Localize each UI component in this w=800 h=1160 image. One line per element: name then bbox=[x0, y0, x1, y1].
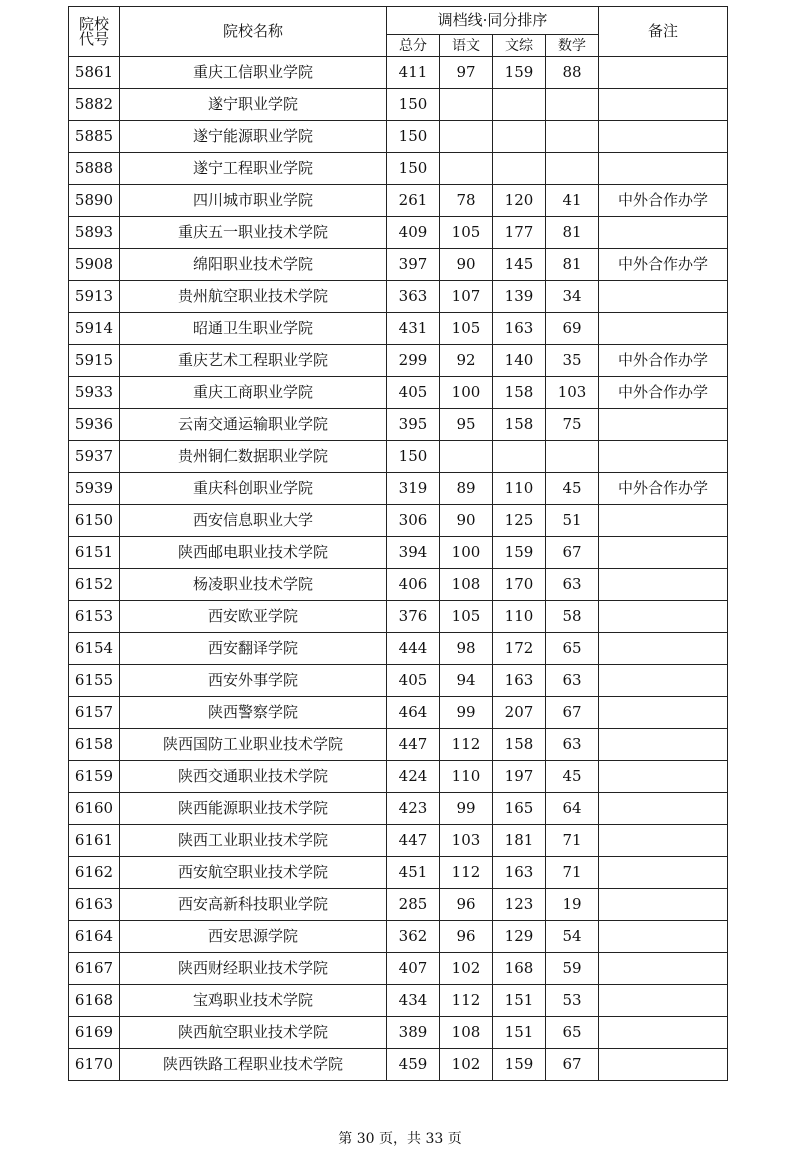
school-code-cell: 6153 bbox=[69, 601, 120, 633]
school-name-cell: 陕西能源职业技术学院 bbox=[120, 793, 387, 825]
header-total: 总分 bbox=[387, 35, 440, 57]
remark-cell bbox=[599, 409, 728, 441]
total-score-cell: 150 bbox=[387, 153, 440, 185]
liberal-arts-score-cell: 163 bbox=[493, 665, 546, 697]
chinese-score-cell: 90 bbox=[440, 249, 493, 281]
total-score-cell: 464 bbox=[387, 697, 440, 729]
school-name-cell: 四川城市职业学院 bbox=[120, 185, 387, 217]
math-score-cell: 34 bbox=[546, 281, 599, 313]
total-score-cell: 451 bbox=[387, 857, 440, 889]
table-row bbox=[69, 217, 728, 249]
table-row bbox=[69, 537, 728, 569]
table-row bbox=[69, 1017, 728, 1049]
table-row bbox=[69, 345, 728, 377]
header-score-group: 调档线·同分排序 bbox=[387, 7, 599, 35]
chinese-score-cell: 112 bbox=[440, 985, 493, 1017]
table-row bbox=[69, 953, 728, 985]
table-row bbox=[69, 633, 728, 665]
header-liberal-arts: 文综 bbox=[493, 35, 546, 57]
remark-cell bbox=[599, 665, 728, 697]
school-code-cell: 5890 bbox=[69, 185, 120, 217]
school-name-cell: 陕西邮电职业技术学院 bbox=[120, 537, 387, 569]
math-score-cell bbox=[546, 153, 599, 185]
math-score-cell: 81 bbox=[546, 249, 599, 281]
table-row bbox=[69, 441, 728, 473]
chinese-score-cell bbox=[440, 89, 493, 121]
liberal-arts-score-cell: 151 bbox=[493, 985, 546, 1017]
math-score-cell: 54 bbox=[546, 921, 599, 953]
table-row bbox=[69, 729, 728, 761]
school-code-cell: 6161 bbox=[69, 825, 120, 857]
math-score-cell: 45 bbox=[546, 473, 599, 505]
total-score-cell: 395 bbox=[387, 409, 440, 441]
school-name-cell: 重庆科创职业学院 bbox=[120, 473, 387, 505]
remark-cell bbox=[599, 153, 728, 185]
chinese-score-cell bbox=[440, 121, 493, 153]
remark-cell bbox=[599, 89, 728, 121]
total-score-cell: 362 bbox=[387, 921, 440, 953]
total-score-cell: 299 bbox=[387, 345, 440, 377]
total-score-cell: 319 bbox=[387, 473, 440, 505]
table-row bbox=[69, 409, 728, 441]
total-score-cell: 150 bbox=[387, 441, 440, 473]
remark-cell: 中外合作办学 bbox=[599, 249, 728, 281]
math-score-cell: 71 bbox=[546, 857, 599, 889]
remark-cell: 中外合作办学 bbox=[599, 345, 728, 377]
table-row bbox=[69, 473, 728, 505]
school-name-cell: 西安外事学院 bbox=[120, 665, 387, 697]
school-name-cell: 绵阳职业技术学院 bbox=[120, 249, 387, 281]
math-score-cell: 59 bbox=[546, 953, 599, 985]
chinese-score-cell: 78 bbox=[440, 185, 493, 217]
table-row bbox=[69, 281, 728, 313]
math-score-cell bbox=[546, 89, 599, 121]
table-row bbox=[69, 921, 728, 953]
math-score-cell bbox=[546, 441, 599, 473]
chinese-score-cell: 112 bbox=[440, 857, 493, 889]
school-code-cell: 6163 bbox=[69, 889, 120, 921]
liberal-arts-score-cell: 158 bbox=[493, 729, 546, 761]
table-row bbox=[69, 89, 728, 121]
total-score-cell: 447 bbox=[387, 825, 440, 857]
remark-cell bbox=[599, 857, 728, 889]
table-row bbox=[69, 697, 728, 729]
school-name-cell: 陕西财经职业技术学院 bbox=[120, 953, 387, 985]
school-code-cell: 5915 bbox=[69, 345, 120, 377]
total-score-cell: 424 bbox=[387, 761, 440, 793]
liberal-arts-score-cell bbox=[493, 121, 546, 153]
remark-cell bbox=[599, 217, 728, 249]
remark-cell bbox=[599, 729, 728, 761]
chinese-score-cell: 102 bbox=[440, 1049, 493, 1081]
school-code-cell: 6152 bbox=[69, 569, 120, 601]
total-score-cell: 407 bbox=[387, 953, 440, 985]
school-name-cell: 西安翻译学院 bbox=[120, 633, 387, 665]
remark-cell bbox=[599, 505, 728, 537]
liberal-arts-score-cell: 110 bbox=[493, 473, 546, 505]
remark-cell bbox=[599, 921, 728, 953]
remark-cell bbox=[599, 633, 728, 665]
math-score-cell: 35 bbox=[546, 345, 599, 377]
remark-cell bbox=[599, 1017, 728, 1049]
chinese-score-cell: 99 bbox=[440, 793, 493, 825]
school-name-cell: 陕西工业职业技术学院 bbox=[120, 825, 387, 857]
school-code-cell: 6169 bbox=[69, 1017, 120, 1049]
school-name-cell: 重庆五一职业技术学院 bbox=[120, 217, 387, 249]
table-row bbox=[69, 889, 728, 921]
table-row bbox=[69, 505, 728, 537]
math-score-cell: 103 bbox=[546, 377, 599, 409]
liberal-arts-score-cell: 197 bbox=[493, 761, 546, 793]
remark-cell bbox=[599, 537, 728, 569]
school-code-cell: 6167 bbox=[69, 953, 120, 985]
school-name-cell: 重庆工信职业学院 bbox=[120, 57, 387, 89]
table-row bbox=[69, 185, 728, 217]
total-score-cell: 376 bbox=[387, 601, 440, 633]
liberal-arts-score-cell: 140 bbox=[493, 345, 546, 377]
header-chinese: 语文 bbox=[440, 35, 493, 57]
table-row bbox=[69, 153, 728, 185]
chinese-score-cell: 102 bbox=[440, 953, 493, 985]
table-row bbox=[69, 57, 728, 89]
remark-cell bbox=[599, 601, 728, 633]
liberal-arts-score-cell bbox=[493, 89, 546, 121]
liberal-arts-score-cell: 158 bbox=[493, 377, 546, 409]
math-score-cell: 88 bbox=[546, 57, 599, 89]
total-score-cell: 423 bbox=[387, 793, 440, 825]
school-name-cell: 云南交通运输职业学院 bbox=[120, 409, 387, 441]
chinese-score-cell: 96 bbox=[440, 889, 493, 921]
total-score-cell: 405 bbox=[387, 665, 440, 697]
chinese-score-cell bbox=[440, 441, 493, 473]
remark-cell bbox=[599, 57, 728, 89]
table-body bbox=[69, 57, 728, 1081]
table-row bbox=[69, 569, 728, 601]
liberal-arts-score-cell: 165 bbox=[493, 793, 546, 825]
total-score-cell: 285 bbox=[387, 889, 440, 921]
school-name-cell: 陕西警察学院 bbox=[120, 697, 387, 729]
header-code-line1: 院校 bbox=[78, 14, 109, 33]
school-name-cell: 遂宁工程职业学院 bbox=[120, 153, 387, 185]
liberal-arts-score-cell: 159 bbox=[493, 537, 546, 569]
total-score-cell: 150 bbox=[387, 121, 440, 153]
chinese-score-cell: 105 bbox=[440, 313, 493, 345]
math-score-cell: 75 bbox=[546, 409, 599, 441]
chinese-score-cell: 112 bbox=[440, 729, 493, 761]
school-code-cell: 6159 bbox=[69, 761, 120, 793]
total-score-cell: 261 bbox=[387, 185, 440, 217]
liberal-arts-score-cell: 207 bbox=[493, 697, 546, 729]
liberal-arts-score-cell: 145 bbox=[493, 249, 546, 281]
school-name-cell: 西安信息职业大学 bbox=[120, 505, 387, 537]
math-score-cell: 71 bbox=[546, 825, 599, 857]
math-score-cell: 58 bbox=[546, 601, 599, 633]
school-code-cell: 6168 bbox=[69, 985, 120, 1017]
liberal-arts-score-cell: 139 bbox=[493, 281, 546, 313]
school-name-cell: 重庆工商职业学院 bbox=[120, 377, 387, 409]
liberal-arts-score-cell: 125 bbox=[493, 505, 546, 537]
chinese-score-cell: 98 bbox=[440, 633, 493, 665]
liberal-arts-score-cell: 168 bbox=[493, 953, 546, 985]
school-name-cell: 遂宁能源职业学院 bbox=[120, 121, 387, 153]
table-row bbox=[69, 665, 728, 697]
total-score-cell: 431 bbox=[387, 313, 440, 345]
liberal-arts-score-cell bbox=[493, 441, 546, 473]
school-code-cell: 5888 bbox=[69, 153, 120, 185]
math-score-cell: 81 bbox=[546, 217, 599, 249]
liberal-arts-score-cell: 120 bbox=[493, 185, 546, 217]
liberal-arts-score-cell bbox=[493, 153, 546, 185]
school-name-cell: 遂宁职业学院 bbox=[120, 89, 387, 121]
school-name-cell: 陕西铁路工程职业技术学院 bbox=[120, 1049, 387, 1081]
total-score-cell: 411 bbox=[387, 57, 440, 89]
total-score-cell: 444 bbox=[387, 633, 440, 665]
school-code-cell: 6151 bbox=[69, 537, 120, 569]
liberal-arts-score-cell: 123 bbox=[493, 889, 546, 921]
liberal-arts-score-cell: 172 bbox=[493, 633, 546, 665]
chinese-score-cell: 108 bbox=[440, 1017, 493, 1049]
header-remark: 备注 bbox=[599, 7, 728, 57]
chinese-score-cell: 110 bbox=[440, 761, 493, 793]
total-score-cell: 306 bbox=[387, 505, 440, 537]
remark-cell bbox=[599, 569, 728, 601]
school-name-cell: 重庆艺术工程职业学院 bbox=[120, 345, 387, 377]
chinese-score-cell: 105 bbox=[440, 601, 493, 633]
total-score-cell: 409 bbox=[387, 217, 440, 249]
school-name-cell: 西安思源学院 bbox=[120, 921, 387, 953]
math-score-cell: 64 bbox=[546, 793, 599, 825]
school-name-cell: 西安高新科技职业学院 bbox=[120, 889, 387, 921]
remark-cell: 中外合作办学 bbox=[599, 185, 728, 217]
math-score-cell: 41 bbox=[546, 185, 599, 217]
admission-score-table bbox=[68, 6, 728, 1081]
header-school-code bbox=[69, 7, 120, 57]
school-code-cell: 5885 bbox=[69, 121, 120, 153]
table-row bbox=[69, 825, 728, 857]
school-code-cell: 6154 bbox=[69, 633, 120, 665]
total-score-cell: 397 bbox=[387, 249, 440, 281]
chinese-score-cell: 95 bbox=[440, 409, 493, 441]
remark-cell bbox=[599, 281, 728, 313]
school-name-cell: 杨凌职业技术学院 bbox=[120, 569, 387, 601]
remark-cell bbox=[599, 985, 728, 1017]
total-score-cell: 447 bbox=[387, 729, 440, 761]
school-name-cell: 宝鸡职业技术学院 bbox=[120, 985, 387, 1017]
header-school-name: 院校名称 bbox=[120, 7, 387, 57]
header-math: 数学 bbox=[546, 35, 599, 57]
math-score-cell: 69 bbox=[546, 313, 599, 345]
chinese-score-cell: 92 bbox=[440, 345, 493, 377]
math-score-cell: 63 bbox=[546, 569, 599, 601]
school-code-cell: 5882 bbox=[69, 89, 120, 121]
school-code-cell: 6164 bbox=[69, 921, 120, 953]
school-code-cell: 5908 bbox=[69, 249, 120, 281]
total-score-cell: 406 bbox=[387, 569, 440, 601]
table-row bbox=[69, 761, 728, 793]
school-code-cell: 6155 bbox=[69, 665, 120, 697]
table-row bbox=[69, 377, 728, 409]
school-code-cell: 5914 bbox=[69, 313, 120, 345]
school-code-cell: 5939 bbox=[69, 473, 120, 505]
school-name-cell: 贵州铜仁数据职业学院 bbox=[120, 441, 387, 473]
school-name-cell: 贵州航空职业技术学院 bbox=[120, 281, 387, 313]
liberal-arts-score-cell: 129 bbox=[493, 921, 546, 953]
header-row bbox=[69, 7, 728, 35]
total-score-cell: 459 bbox=[387, 1049, 440, 1081]
total-score-cell: 389 bbox=[387, 1017, 440, 1049]
liberal-arts-score-cell: 170 bbox=[493, 569, 546, 601]
liberal-arts-score-cell: 159 bbox=[493, 57, 546, 89]
school-code-cell: 5936 bbox=[69, 409, 120, 441]
school-code-cell: 6170 bbox=[69, 1049, 120, 1081]
liberal-arts-score-cell: 110 bbox=[493, 601, 546, 633]
math-score-cell: 53 bbox=[546, 985, 599, 1017]
chinese-score-cell: 96 bbox=[440, 921, 493, 953]
remark-cell bbox=[599, 793, 728, 825]
math-score-cell: 67 bbox=[546, 1049, 599, 1081]
remark-cell: 中外合作办学 bbox=[599, 473, 728, 505]
total-score-cell: 150 bbox=[387, 89, 440, 121]
total-score-cell: 394 bbox=[387, 537, 440, 569]
chinese-score-cell: 100 bbox=[440, 377, 493, 409]
math-score-cell: 67 bbox=[546, 697, 599, 729]
school-code-cell: 6158 bbox=[69, 729, 120, 761]
remark-cell bbox=[599, 313, 728, 345]
total-score-cell: 434 bbox=[387, 985, 440, 1017]
remark-cell bbox=[599, 825, 728, 857]
liberal-arts-score-cell: 181 bbox=[493, 825, 546, 857]
math-score-cell: 63 bbox=[546, 729, 599, 761]
liberal-arts-score-cell: 159 bbox=[493, 1049, 546, 1081]
math-score-cell: 51 bbox=[546, 505, 599, 537]
chinese-score-cell: 97 bbox=[440, 57, 493, 89]
chinese-score-cell: 108 bbox=[440, 569, 493, 601]
chinese-score-cell: 94 bbox=[440, 665, 493, 697]
liberal-arts-score-cell: 163 bbox=[493, 313, 546, 345]
remark-cell bbox=[599, 441, 728, 473]
school-code-cell: 5913 bbox=[69, 281, 120, 313]
school-name-cell: 西安欧亚学院 bbox=[120, 601, 387, 633]
remark-cell bbox=[599, 889, 728, 921]
liberal-arts-score-cell: 158 bbox=[493, 409, 546, 441]
school-name-cell: 陕西航空职业技术学院 bbox=[120, 1017, 387, 1049]
table-row bbox=[69, 249, 728, 281]
table-row bbox=[69, 793, 728, 825]
liberal-arts-score-cell: 151 bbox=[493, 1017, 546, 1049]
chinese-score-cell: 107 bbox=[440, 281, 493, 313]
school-code-cell: 5893 bbox=[69, 217, 120, 249]
table-row bbox=[69, 985, 728, 1017]
remark-cell bbox=[599, 1049, 728, 1081]
school-code-cell: 6162 bbox=[69, 857, 120, 889]
school-name-cell: 陕西国防工业职业技术学院 bbox=[120, 729, 387, 761]
liberal-arts-score-cell: 177 bbox=[493, 217, 546, 249]
school-code-cell: 6157 bbox=[69, 697, 120, 729]
school-code-cell: 6160 bbox=[69, 793, 120, 825]
table-row bbox=[69, 601, 728, 633]
remark-cell: 中外合作办学 bbox=[599, 377, 728, 409]
header-code-line2: 代号 bbox=[78, 29, 109, 48]
total-score-cell: 363 bbox=[387, 281, 440, 313]
school-name-cell: 昭通卫生职业学院 bbox=[120, 313, 387, 345]
liberal-arts-score-cell: 163 bbox=[493, 857, 546, 889]
remark-cell bbox=[599, 697, 728, 729]
school-code-cell: 6150 bbox=[69, 505, 120, 537]
chinese-score-cell: 90 bbox=[440, 505, 493, 537]
remark-cell bbox=[599, 121, 728, 153]
math-score-cell: 65 bbox=[546, 1017, 599, 1049]
school-code-cell: 5933 bbox=[69, 377, 120, 409]
chinese-score-cell: 100 bbox=[440, 537, 493, 569]
chinese-score-cell: 105 bbox=[440, 217, 493, 249]
math-score-cell: 65 bbox=[546, 633, 599, 665]
table-row bbox=[69, 1049, 728, 1081]
math-score-cell: 19 bbox=[546, 889, 599, 921]
table-row bbox=[69, 857, 728, 889]
math-score-cell bbox=[546, 121, 599, 153]
table-row bbox=[69, 121, 728, 153]
page-footer: 第 30 页，共 33 页 bbox=[338, 1131, 462, 1147]
chinese-score-cell: 99 bbox=[440, 697, 493, 729]
math-score-cell: 67 bbox=[546, 537, 599, 569]
remark-cell bbox=[599, 761, 728, 793]
school-name-cell: 陕西交通职业技术学院 bbox=[120, 761, 387, 793]
table-row bbox=[69, 313, 728, 345]
chinese-score-cell: 89 bbox=[440, 473, 493, 505]
school-code-cell: 5937 bbox=[69, 441, 120, 473]
math-score-cell: 45 bbox=[546, 761, 599, 793]
remark-cell bbox=[599, 953, 728, 985]
total-score-cell: 405 bbox=[387, 377, 440, 409]
school-name-cell: 西安航空职业技术学院 bbox=[120, 857, 387, 889]
school-code-cell: 5861 bbox=[69, 57, 120, 89]
chinese-score-cell bbox=[440, 153, 493, 185]
chinese-score-cell: 103 bbox=[440, 825, 493, 857]
math-score-cell: 63 bbox=[546, 665, 599, 697]
